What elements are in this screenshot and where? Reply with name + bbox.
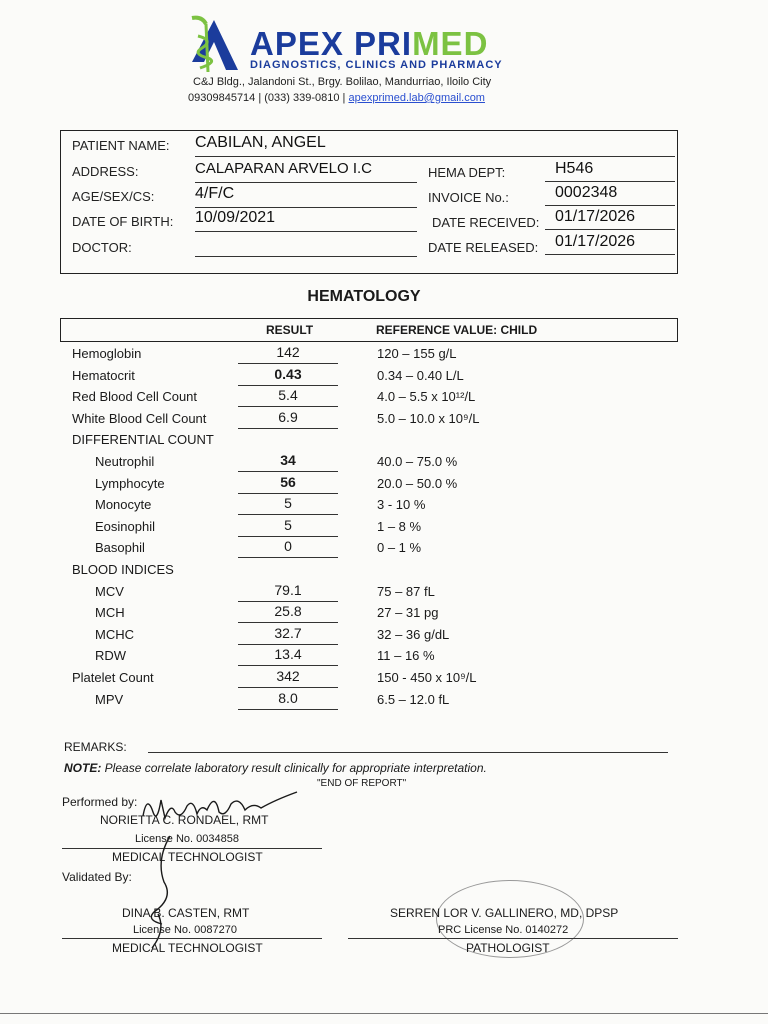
performed-by-label: Performed by:	[62, 795, 138, 809]
caduceus-icon	[184, 14, 244, 74]
pathologist-name: SERREN LOR V. GALLINERO, MD, DPSP	[390, 906, 619, 920]
test-result: 342	[238, 668, 338, 688]
test-result: 56	[238, 474, 338, 494]
doctor-label: DOCTOR:	[72, 240, 132, 255]
test-name: Platelet Count	[72, 670, 154, 685]
email-link[interactable]: apexprimed.lab@gmail.com	[348, 92, 485, 104]
date-released-label: DATE RELEASED:	[428, 240, 539, 255]
result-column-header: RESULT	[266, 323, 314, 337]
date-released: 01/17/2026	[545, 233, 675, 255]
test-result: 8.0	[238, 690, 338, 710]
test-name: Monocyte	[95, 497, 152, 513]
test-name: Eosinophil	[95, 518, 155, 534]
test-name: Lymphocyte	[95, 475, 165, 491]
test-name: MCV	[95, 583, 124, 599]
test-reference: 4.0 – 5.5 x 10¹²/L	[377, 389, 476, 405]
test-reference: 75 – 87 fL	[377, 583, 435, 599]
validator-license: License No. 0087270	[133, 924, 237, 936]
performer-name: NORIETTA C. RONDAEL, RMT	[100, 813, 269, 827]
validator-name: DINA B. CASTEN, RMT	[122, 906, 250, 920]
test-name: Hemoglobin	[72, 346, 142, 361]
test-reference: 20.0 – 50.0 %	[377, 475, 458, 491]
test-result: 5	[238, 517, 338, 537]
patient-dob: 10/09/2021	[195, 209, 417, 232]
test-name: MCH	[95, 605, 125, 621]
test-reference: 32 – 36 g/dL	[377, 626, 450, 642]
test-name: DIFFERENTIAL COUNT	[72, 432, 214, 448]
dob-label: DATE OF BIRTH:	[72, 214, 174, 229]
invoice-number: 0002348	[545, 184, 675, 206]
validator-title: MEDICAL TECHNOLOGIST	[112, 941, 263, 955]
test-name: White Blood Cell Count	[72, 410, 207, 426]
test-name: RDW	[95, 648, 127, 664]
test-reference: 6.5 – 12.0 fL	[377, 691, 450, 707]
contact-line: 09309845714 | (033) 339-0810 | apexprimed.lab@gmail.com	[188, 92, 485, 104]
agesex-label: AGE/SEX/CS:	[72, 189, 155, 204]
test-name: MCHC	[95, 626, 134, 642]
validator-line	[62, 938, 322, 939]
tagline: DIAGNOSTICS, CLINICS AND PHARMACY	[250, 59, 503, 71]
test-name: BLOOD INDICES	[72, 562, 174, 577]
test-name: Hematocrit	[72, 367, 135, 383]
test-reference: 0.34 – 0.40 L/L	[377, 367, 464, 383]
date-received-label: DATE RECEIVED:	[432, 215, 540, 230]
test-reference: 11 – 16 %	[377, 648, 435, 664]
test-reference: 1 – 8 %	[377, 518, 422, 534]
note: NOTE: Please correlate laboratory result clinically for appropriate interpretation.	[64, 761, 487, 775]
test-result: 5	[238, 495, 338, 515]
test-name: Neutrophil	[95, 454, 155, 469]
test-name: Basophil	[95, 540, 145, 556]
brand-logo: APEX PRIMED	[250, 25, 489, 62]
remarks-line	[148, 752, 668, 753]
patient-name-label: PATIENT NAME:	[72, 138, 170, 153]
patient-agesex: 4/F/C	[195, 185, 417, 208]
test-result: 142	[238, 344, 338, 364]
date-received: 01/17/2026	[545, 208, 675, 230]
test-result: 25.8	[238, 603, 338, 623]
test-reference: 150 - 450 x 10⁹/L	[377, 670, 477, 685]
section-title: HEMATOLOGY	[307, 288, 421, 305]
reference-column-header: REFERENCE VALUE: CHILD	[376, 323, 538, 337]
pathologist-license: PRC License No. 0140272	[438, 924, 569, 936]
test-result: 0	[238, 538, 338, 558]
clinic-address: C&J Bldg., Jalandoni St., Brgy. Bolilao, Mandurriao, Iloilo City	[193, 76, 492, 88]
table-header	[60, 318, 678, 342]
test-reference: 3 - 10 %	[377, 497, 426, 513]
pathologist-line	[348, 938, 678, 939]
test-reference: 5.0 – 10.0 x 10⁹/L	[377, 410, 480, 426]
page-edge-line	[0, 1013, 768, 1014]
hema-dept-label: HEMA DEPT:	[428, 165, 506, 180]
patient-name: CABILAN, ANGEL	[195, 134, 675, 157]
end-of-report: "END OF REPORT"	[317, 778, 407, 789]
test-name: MPV	[95, 691, 124, 707]
pathologist-title: PATHOLOGIST	[466, 941, 550, 955]
doctor-name	[195, 234, 417, 257]
performer-title: MEDICAL TECHNOLOGIST	[112, 850, 263, 864]
address-label: ADDRESS:	[72, 164, 139, 179]
test-result: 0.43	[238, 366, 338, 386]
performer-license: License No. 0034858	[135, 833, 239, 845]
test-reference: 27 – 31 pg	[377, 605, 439, 621]
validated-by-label: Validated By:	[62, 870, 132, 884]
hema-dept: H546	[545, 160, 675, 182]
test-result: 79.1	[238, 582, 338, 602]
test-result: 34	[238, 452, 338, 472]
test-result: 13.4	[238, 646, 338, 666]
test-reference: 120 – 155 g/L	[377, 346, 457, 361]
test-result: 32.7	[238, 625, 338, 645]
patient-address: CALAPARAN ARVELO I.C	[195, 160, 417, 183]
test-reference: 40.0 – 75.0 %	[377, 454, 458, 469]
test-reference: 0 – 1 %	[377, 540, 422, 556]
remarks-label: REMARKS:	[64, 740, 127, 754]
test-name: Red Blood Cell Count	[72, 389, 198, 405]
test-result: 5.4	[238, 387, 338, 407]
invoice-label: INVOICE No.:	[428, 190, 509, 205]
test-result: 6.9	[238, 409, 338, 429]
